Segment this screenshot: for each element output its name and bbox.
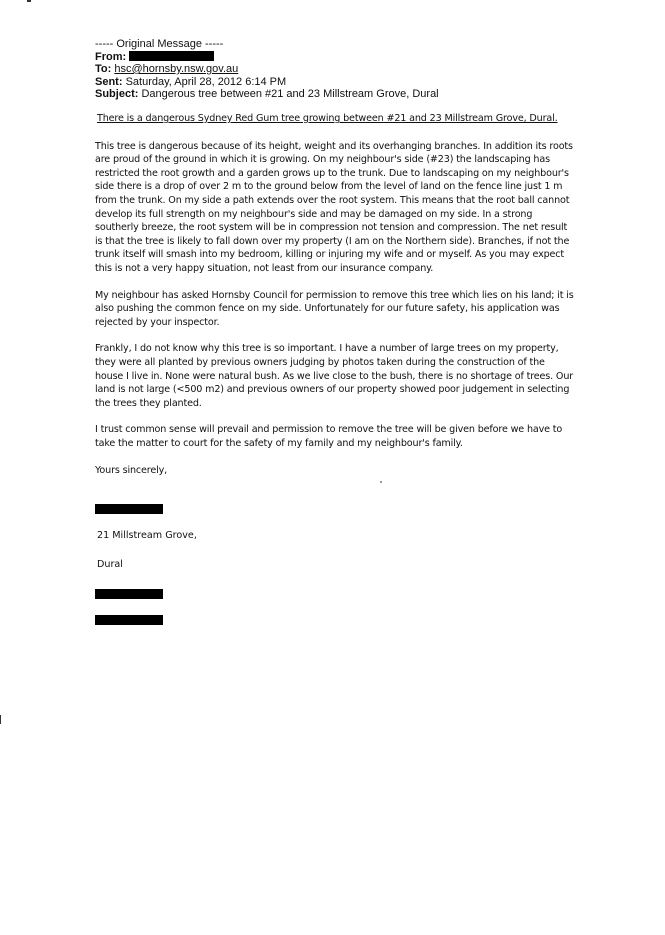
address-line: 21 Millstream Grove,: [97, 530, 197, 541]
subject-row: [95, 88, 615, 101]
paragraph-4: I trust common sense will prevail and permission to remove the tree will be given before we have to take the matter to court for the safety of my family and my neighbour's family.: [95, 424, 563, 449]
to-email-link[interactable]: hsc@hornsby.nsw.gov.au: [114, 63, 239, 75]
to-label: To:: [95, 63, 112, 75]
closing-salutation: Yours sincerely,: [95, 465, 168, 477]
scan-artifact: [0, 715, 1, 724]
paragraph-1: This tree is dangerous because of its height, weight and its overhanging branches. In addition its roots are proud of the ground in which it is growing. On my neighbour's side (#23) the landscaping has restricted the root growth and a garden grows up to the trunk. Due to landscaping on my neighbour's side there is a drop of over 2 m to the ground below from the level of land on the fence line just 1 m from the trunk. On my side a path extends over the root system. This means that the root ball cannot develop its full strength on my neighbour's side and may be damaged on my side. In a strong southerly breeze, the root system will be in compression not tension and compression. The net result is that the tree is likely to fall down over my property (I am on the Northern side). Branches, if not the trunk itself will smash into my bedroom, killing or injuring my wife and or myself. As you may expect this is not a very happy situation, not least from our insurance company.: [95, 140, 573, 274]
to-row: [95, 63, 615, 76]
original-message-divider: ----- Original Message -----: [95, 38, 224, 50]
scan-artifact: [380, 481, 382, 483]
redaction-bar-contact-2: [95, 615, 163, 625]
sent-row: [95, 76, 615, 89]
from-row: [95, 51, 615, 64]
scan-artifact: [27, 0, 31, 2]
sent-label: Sent:: [95, 75, 123, 88]
redaction-bar-signature: [95, 504, 163, 514]
redaction-bar-from: [129, 51, 214, 61]
email-header: [95, 38, 615, 101]
paragraph-3: Frankly, I do not know why this tree is so important. I have a number of large trees on my property, they were all planted by previous owners judging by photos taken during the construction of the house I live in. None were natural bush. As we live close to the bush, there is no shortage of trees. Our land is not large (<500 m2) and previous owners of our property showed poor judgement in selecting the trees they planted.: [95, 343, 574, 409]
sent-value: Saturday, April 28, 2012 6:14 PM: [125, 75, 287, 88]
paragraph-2: My neighbour has asked Hornsby Council for permission to remove this tree which lies on his land; it is also pushing the common fence on my side. Unfortunately for our future safety, his application was rejected by your inspector.: [95, 289, 574, 328]
letter-headline: There is a dangerous Sydney Red Gum tree growing between #21 and 23 Millstream Grove, Dural.: [97, 113, 558, 124]
subject-value: Dangerous tree between #21 and 23 Millstream Grove, Dural: [141, 88, 439, 100]
from-label: From:: [95, 50, 127, 63]
redaction-bar-contact-1: [95, 589, 163, 599]
suburb-line: Dural: [97, 559, 123, 570]
subject-label: Subject:: [95, 88, 139, 100]
letter-body: [95, 112, 575, 478]
